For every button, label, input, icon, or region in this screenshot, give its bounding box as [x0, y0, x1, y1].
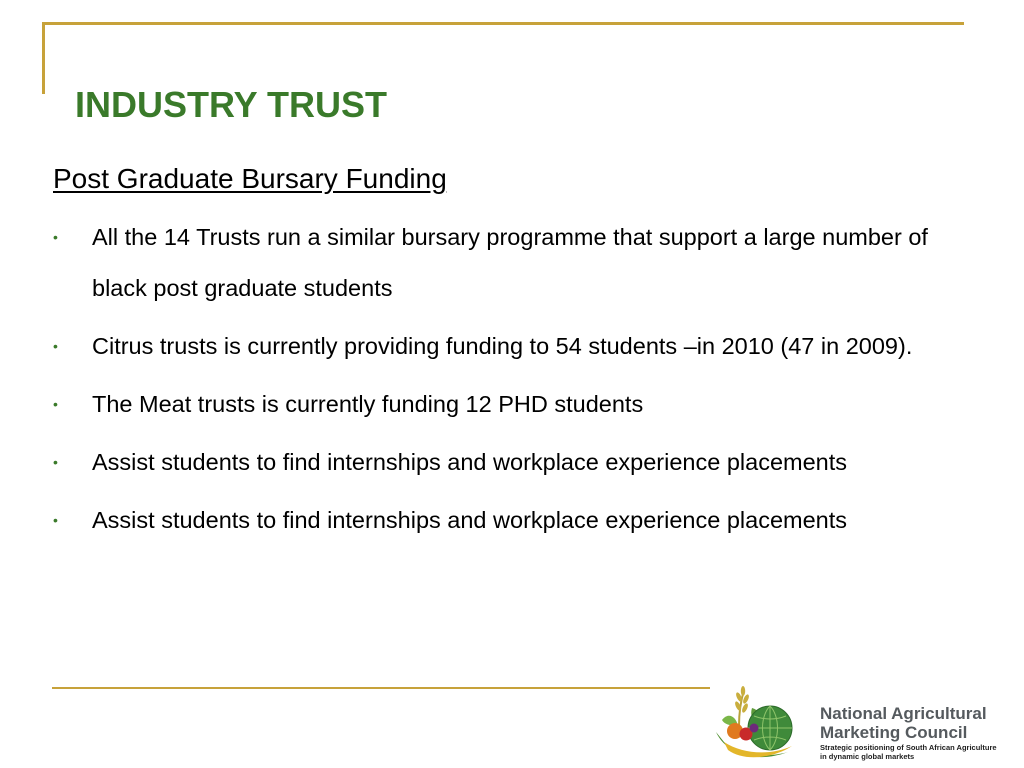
- bullet-text: The Meat trusts is currently funding 12 PHD students: [92, 391, 644, 417]
- bullet-list: [53, 212, 933, 553]
- bullet-item: [53, 379, 933, 430]
- bullet-marker: •: [53, 396, 58, 412]
- frame-top-rule: [42, 22, 964, 25]
- bullet-text: Assist students to find internships and workplace experience placements: [92, 449, 848, 475]
- bullet-marker: •: [53, 338, 58, 354]
- namc-name: [820, 704, 987, 742]
- bullet-item: [53, 437, 933, 488]
- namc-tagline-line2: in dynamic global markets: [820, 752, 915, 761]
- frame-left-rule: [42, 22, 45, 94]
- slide-title: INDUSTRY TRUST: [75, 84, 388, 125]
- frame-bottom-rule: [52, 687, 710, 689]
- namc-tagline: [820, 743, 997, 761]
- namc-logo: [708, 682, 1024, 768]
- bullet-text: All the 14 Trusts run a similar bursary programme that support a large number of black post graduate students: [92, 224, 928, 301]
- bullet-item: [53, 212, 933, 314]
- slide-subtitle: Post Graduate Bursary Funding: [53, 163, 447, 194]
- bullet-marker: •: [53, 454, 58, 470]
- bullet-marker: •: [53, 512, 58, 528]
- namc-tagline-line1: Strategic positioning of South African Agriculture: [820, 743, 997, 752]
- namc-name-line1: National Agricultural: [820, 704, 987, 723]
- bullet-text: Citrus trusts is currently providing funding to 54 students –in 2010 (47 in 2009).: [92, 333, 913, 359]
- namc-emblem-icon: [708, 682, 812, 768]
- bullet-text: Assist students to find internships and workplace experience placements: [92, 507, 848, 533]
- bullet-item: [53, 321, 933, 372]
- namc-name-line2: Marketing Council: [820, 723, 968, 742]
- bullet-item: [53, 495, 933, 546]
- bullet-marker: •: [53, 229, 58, 245]
